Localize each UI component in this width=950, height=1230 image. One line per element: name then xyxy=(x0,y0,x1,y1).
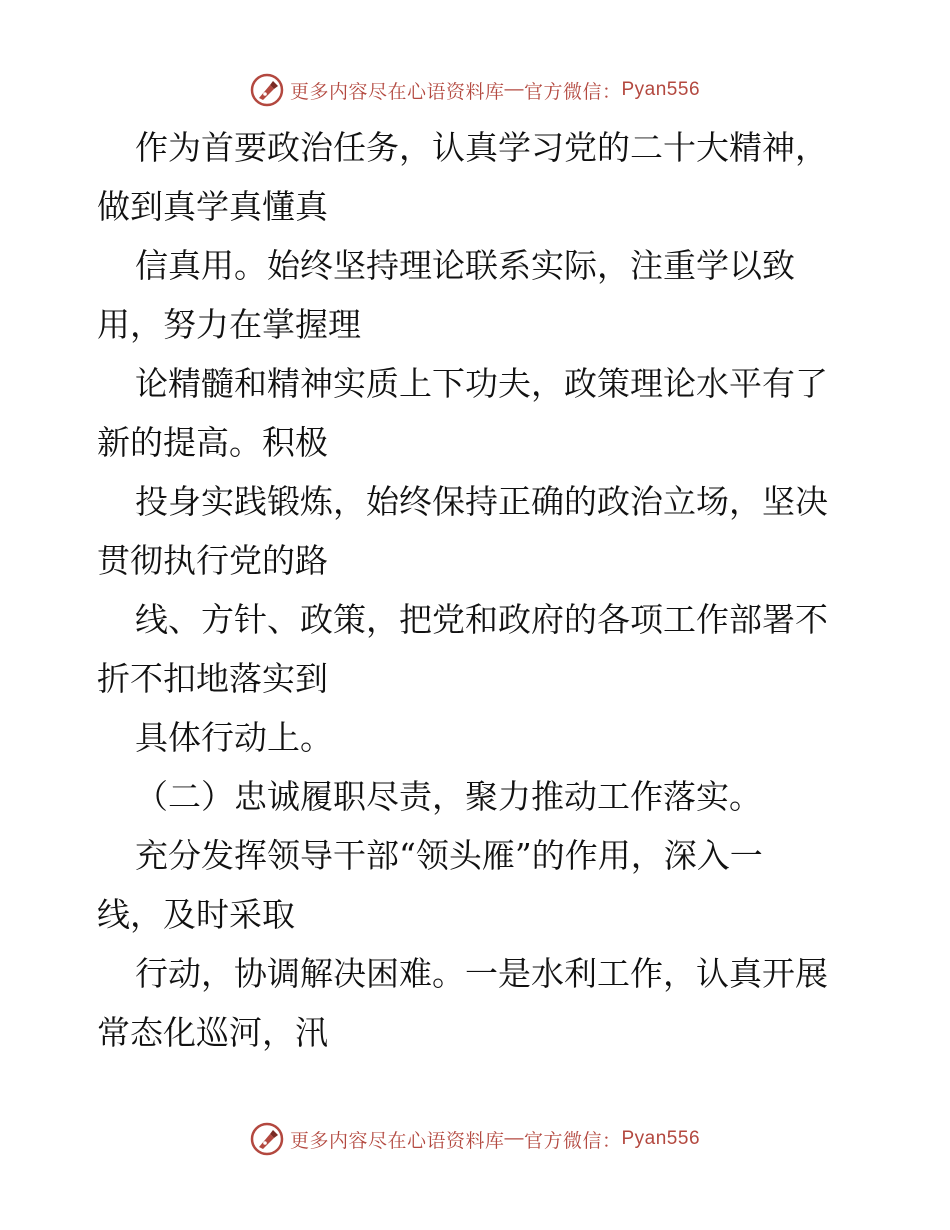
body-line: 贯彻执行党的路 xyxy=(97,541,328,580)
body-line: 投身实践锻炼，始终保持正确的政治立场，坚决 xyxy=(135,482,828,521)
body-line: 信真用。始终坚持理论联系实际，注重学以致 xyxy=(135,246,795,285)
watermark-site-text: 更多内容尽在心语资料库 xyxy=(289,80,505,103)
watermark-wechat-label: 官方微信： xyxy=(523,1129,622,1152)
pen-nib-icon xyxy=(250,73,284,107)
body-line: 用，努力在掌握理 xyxy=(97,305,361,344)
body-line: 折不扣地落实到 xyxy=(97,659,328,698)
watermark-footer xyxy=(0,1119,950,1159)
body-line: 做到真学真懂真 xyxy=(97,187,328,226)
body-line: 论精髓和精神实质上下功夫，政策理论水平有了 xyxy=(135,364,828,403)
watermark-header xyxy=(0,70,950,110)
watermark-wechat-id: Pyan556 xyxy=(621,1128,701,1149)
body-line: 行动，协调解决困难。一是水利工作，认真开展 xyxy=(135,954,828,993)
watermark-separator: — xyxy=(504,1128,524,1149)
body-line: 线、方针、政策，把党和政府的各项工作部署不 xyxy=(135,600,828,639)
watermark-site-text: 更多内容尽在心语资料库 xyxy=(289,1129,505,1152)
watermark-wechat-label: 官方微信： xyxy=(523,80,622,103)
body-line: 常态化巡河，汛 xyxy=(97,1013,328,1052)
section-heading: （二）忠诚履职尽责，聚力推动工作落实。 xyxy=(135,777,762,816)
body-line: 线，及时采取 xyxy=(97,895,295,934)
body-line: 作为首要政治任务，认真学习党的二十大精神， xyxy=(135,128,828,167)
body-line: 新的提高。积极 xyxy=(97,423,328,462)
document-body xyxy=(97,118,857,1062)
watermark-separator: — xyxy=(504,79,524,100)
body-line: 充分发挥领导干部“领头雁”的作用，深入一 xyxy=(135,836,763,875)
watermark-wechat-id: Pyan556 xyxy=(621,79,701,100)
body-line: 具体行动上。 xyxy=(135,718,333,757)
pen-nib-icon xyxy=(250,1122,284,1156)
